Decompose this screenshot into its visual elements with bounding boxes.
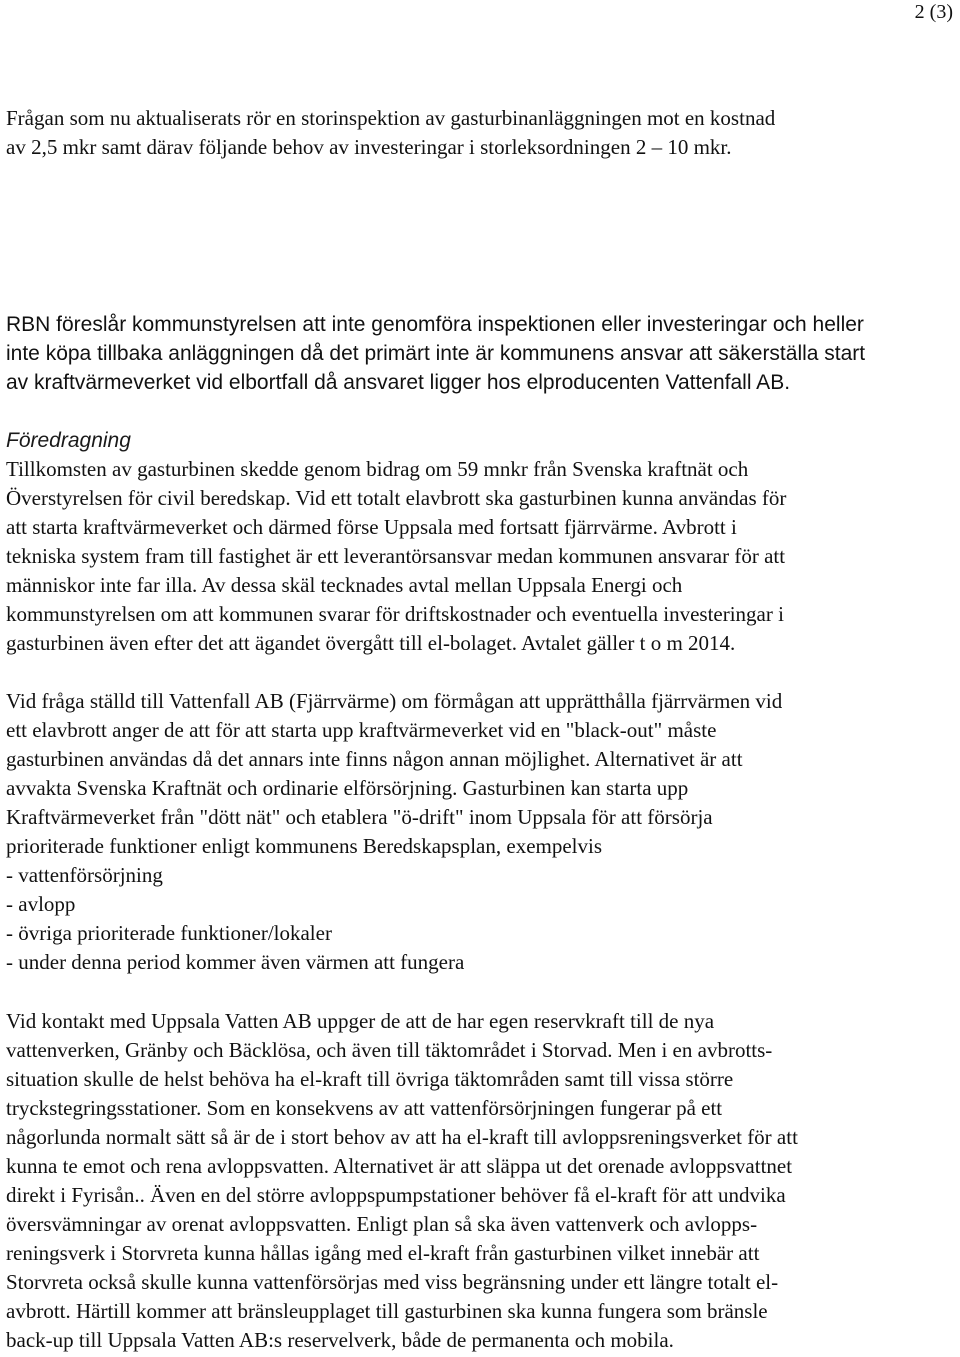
list-item: - övriga prioriterade funktioner/lokaler bbox=[6, 921, 332, 945]
list-item: - under denna period kommer även värmen att fungera bbox=[6, 950, 465, 974]
text-line: vattenverken, Gränby och Bäcklösa, och även till täktområdet i Storvad. Men i en avbrotts- bbox=[6, 1038, 773, 1062]
text-line: Frågan som nu aktualiserats rör en storinspektion av gasturbinanläggningen mot en kostnad bbox=[6, 106, 776, 130]
text-line: tekniska system fram till fastighet är ett leverantörsansvar medan kommunen ansvarar för att bbox=[6, 544, 786, 568]
text-line: avvakta Svenska Kraftnät och ordinarie elförsörjning. Gasturbinen kan starta upp bbox=[6, 776, 689, 800]
text-line: Överstyrelsen för civil beredskap. Vid ett totalt elavbrott ska gasturbinen kunna användas för bbox=[6, 486, 787, 510]
text-line: människor inte far illa. Av dessa skäl tecknades avtal mellan Uppsala Energi och bbox=[6, 573, 683, 597]
text-line: situation skulle de helst behöva ha el-kraft till övriga täktområden samt till vissa större bbox=[6, 1067, 734, 1091]
text-line: direkt i Fyrisån.. Även en del större avloppspumpstationer behöver få el-kraft för att undvika bbox=[6, 1183, 786, 1207]
text-line: tryckstegringsstationer. Som en konsekvens av att vattenförsörjningen fungerar på ett bbox=[6, 1096, 723, 1120]
text-line: Kraftvärmeverket från "dött nät" och etablera "ö-drift" inom Uppsala för att försörja bbox=[6, 805, 713, 829]
text-line: Storvreta också skulle kunna vattenförsörjas med viss begränsning under ett längre totalt el- bbox=[6, 1270, 779, 1294]
section-heading: Föredragning bbox=[6, 429, 131, 452]
text-line: av kraftvärmeverket vid elbortfall då ansvaret ligger hos elproducenten Vattenfall AB. bbox=[6, 371, 791, 394]
text-line: kommunstyrelsen om att kommunen svarar för driftskostnader och eventuella investeringar i bbox=[6, 602, 784, 626]
text-line: RBN föreslår kommunstyrelsen att inte genomföra inspektionen eller investeringar och heller bbox=[6, 313, 864, 336]
list-item: - avlopp bbox=[6, 892, 76, 916]
text-line: av 2,5 mkr samt därav följande behov av investeringar i storleksordningen 2 – 10 mkr. bbox=[6, 135, 732, 159]
text-line: ett elavbrott anger de att för att starta upp kraftvärmeverket vid en "black-out" måste bbox=[6, 718, 717, 742]
text-line: översvämningar av orenat avloppsvatten. Enligt plan så ska även vattenverk och avlopps- bbox=[6, 1212, 758, 1236]
page-number: 2 (3) bbox=[914, 1, 953, 23]
text-line: Vid fråga ställd till Vattenfall AB (Fjärrvärme) om förmågan att upprätthålla fjärrvärmen vid bbox=[6, 689, 783, 713]
text-line: reningsverk i Storvreta kunna hållas igång med el-kraft från gasturbinen vilket innebär att bbox=[6, 1241, 760, 1265]
list-item: - vattenförsörjning bbox=[6, 863, 163, 887]
text-line: back-up till Uppsala Vatten AB:s reservelverk, både de permanenta och mobila. bbox=[6, 1328, 674, 1352]
text-line: någorlunda normalt sätt så är de i stort behov av att ha el-kraft till avloppsreningsverket för att bbox=[6, 1125, 798, 1149]
text-line: prioriterade funktioner enligt kommunens Beredskapsplan, exempelvis bbox=[6, 834, 603, 858]
text-line: kunna te emot och rena avloppsvatten. Alternativet är att släppa ut det orenade avloppsvattnet bbox=[6, 1154, 793, 1178]
text-line: inte köpa tillbaka anläggningen då det primärt inte är kommunens ansvar att säkerställa start bbox=[6, 342, 866, 365]
text-line: Tillkomsten av gasturbinen skedde genom bidrag om 59 mnkr från Svenska kraftnät och bbox=[6, 457, 749, 481]
text-line: att starta kraftvärmeverket och därmed förse Uppsala med fortsatt fjärrvärme. Avbrott i bbox=[6, 515, 737, 539]
text-line: Vid kontakt med Uppsala Vatten AB uppger de att de har egen reservkraft till de nya bbox=[6, 1009, 715, 1033]
text-line: gasturbinen användas då det annars inte finns någon annan möjlighet. Alternativet är att bbox=[6, 747, 743, 771]
text-line: avbrott. Härtill kommer att bränsleupplaget till gasturbinen ska kunna fungera som bränsle bbox=[6, 1299, 768, 1323]
text-line: gasturbinen även efter det att ägandet övergått till el-bolaget. Avtalet gäller t o m 2014. bbox=[6, 631, 736, 655]
